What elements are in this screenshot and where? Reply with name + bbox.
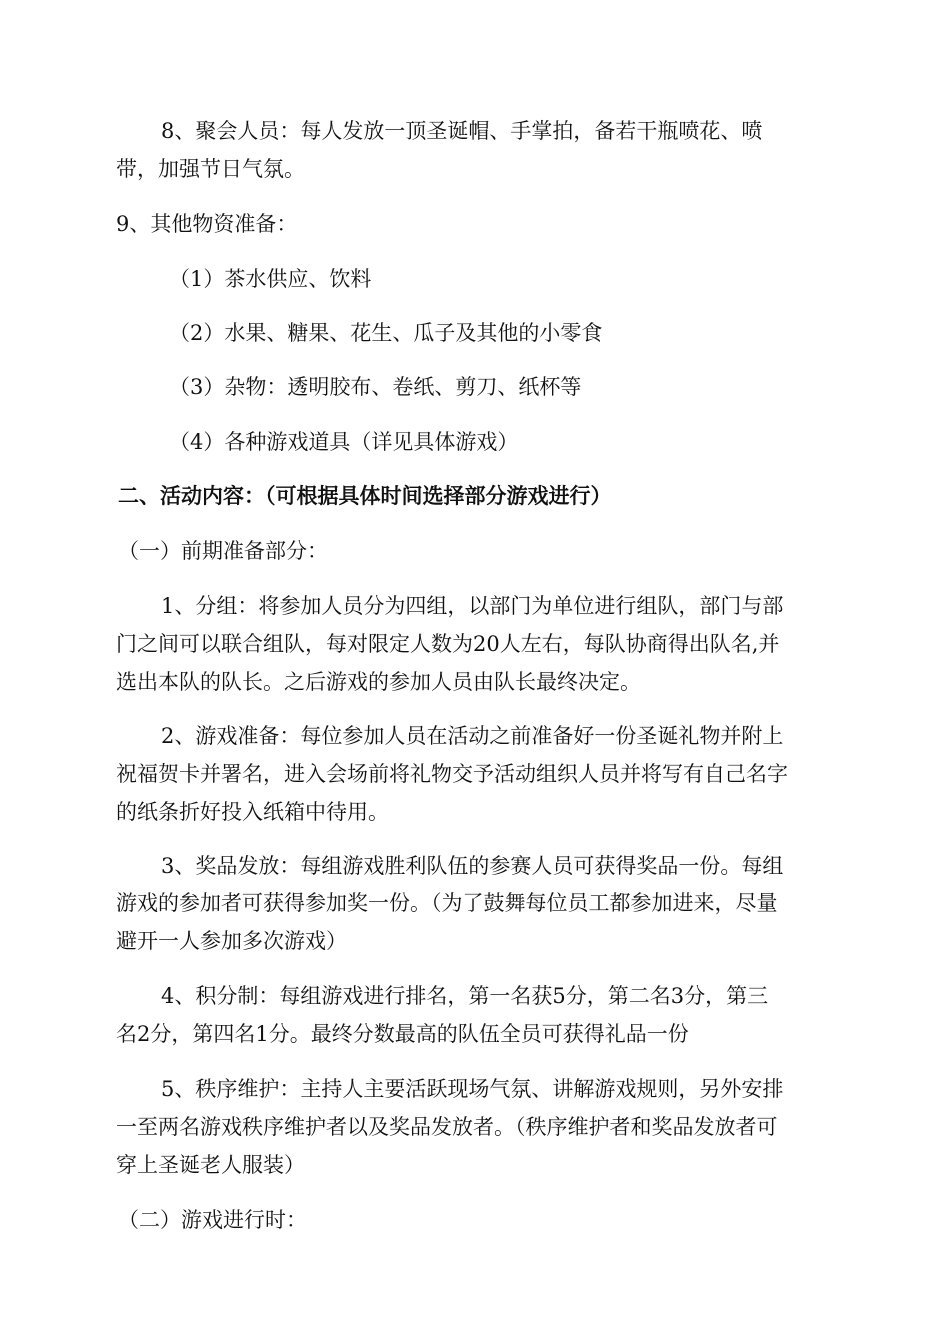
- item9-subitem-2: （2）水果、糖果、花生、瓜子及其他的小零食: [169, 321, 603, 345]
- para4-line1: 4、积分制：每组游戏进行排名，第一名获5分，第二名3分，第三: [161, 984, 769, 1008]
- para3-line1: 3、奖品发放：每组游戏胜利队伍的参赛人员可获得奖品一份。每组: [161, 854, 784, 878]
- para1-line2: 门之间可以联合组队，每对限定人数为20人左右，每队协商得出队名,并: [116, 632, 780, 656]
- para2-line3: 的纸条折好投入纸箱中待用。: [116, 800, 389, 824]
- section2-heading: 二、活动内容：（可根据具体时间选择部分游戏进行）: [118, 484, 612, 508]
- item9-subitem-1: （1）茶水供应、饮料: [169, 267, 372, 291]
- part1-heading: （一）前期准备部分：: [118, 539, 328, 563]
- item9-heading: 9、其他物资准备：: [116, 212, 298, 236]
- part2-heading: （二）游戏进行时：: [118, 1208, 307, 1232]
- para2-line1: 2、游戏准备：每位参加人员在活动之前准备好一份圣诞礼物并附上: [161, 724, 784, 748]
- para5-line3: 穿上圣诞老人服装）: [116, 1153, 305, 1177]
- para5-line2: 一至两名游戏秩序维护者以及奖品发放者。（秩序维护者和奖品发放者可: [116, 1115, 778, 1139]
- para1-line3: 选出本队的队长。之后游戏的参加人员由队长最终决定。: [116, 670, 641, 694]
- item9-subitem-4: （4）各种游戏道具（详见具体游戏）: [169, 430, 519, 454]
- item8-line1: 8、聚会人员：每人发放一顶圣诞帽、手掌拍，备若干瓶喷花、喷: [161, 119, 763, 143]
- para5-line1: 5、秩序维护：主持人主要活跃现场气氛、讲解游戏规则，另外安排: [161, 1077, 784, 1101]
- para2-line2: 祝福贺卡并署名，进入会场前将礼物交予活动组织人员并将写有自己名字: [116, 762, 788, 786]
- item9-subitem-3: （3）杂物：透明胶布、卷纸、剪刀、纸杯等: [169, 375, 582, 399]
- para3-line3: 避开一人参加多次游戏）: [116, 929, 347, 953]
- para3-line2: 游戏的参加者可获得参加奖一份。（为了鼓舞每位员工都参加进来，尽量: [116, 891, 778, 915]
- item8-line2: 带，加强节日气氛。: [116, 157, 305, 181]
- para1-line1: 1、分组：将参加人员分为四组，以部门为单位进行组队，部门与部: [161, 594, 784, 618]
- para4-line2: 名2分，第四名1分。最终分数最高的队伍全员可获得礼品一份: [116, 1022, 689, 1046]
